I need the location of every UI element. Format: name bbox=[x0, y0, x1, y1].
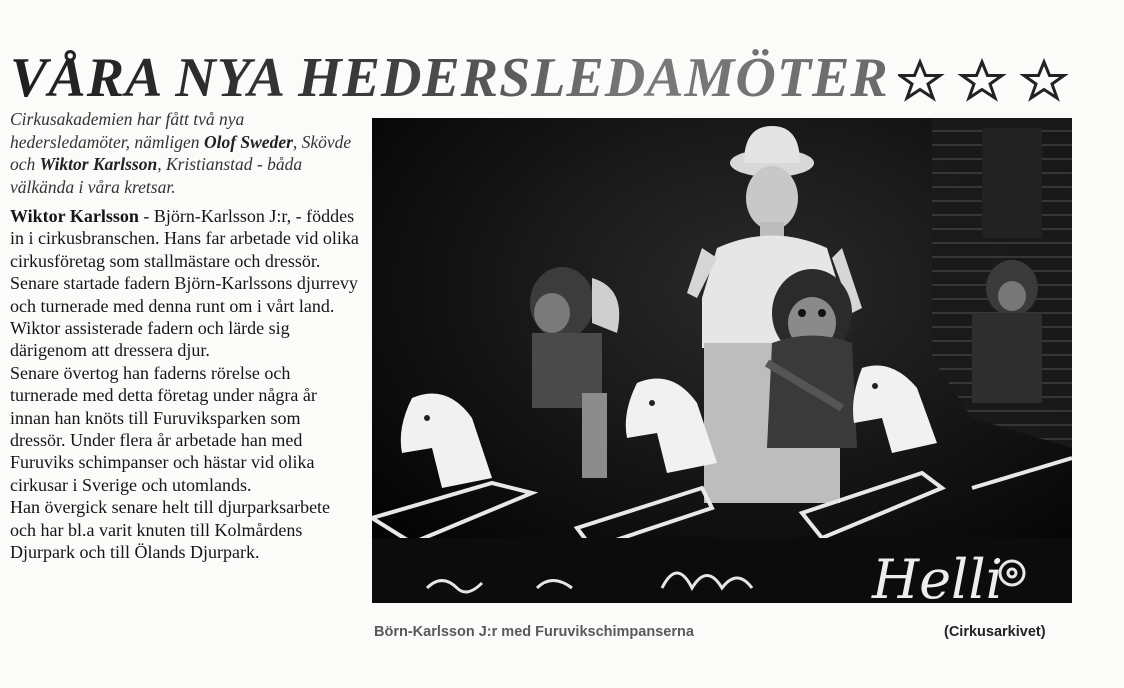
article-photo bbox=[372, 118, 1072, 603]
photo-credit: (Cirkusarkivet) bbox=[944, 624, 1046, 640]
circus-photo bbox=[372, 118, 1072, 603]
honorary-member-name: Olof Sweder bbox=[203, 131, 293, 152]
article-intro bbox=[10, 108, 360, 198]
honorary-member-name: Wiktor Karlsson bbox=[39, 154, 158, 174]
article-headline: VÅRA NYA HEDERSLEDAMÖTER bbox=[10, 47, 889, 109]
star-outline-icon bbox=[1024, 62, 1064, 98]
photo-caption: Börn-Karlsson J:r med Furuvikschimpanserna bbox=[374, 624, 694, 640]
chimpanzee-center bbox=[767, 269, 857, 448]
star-outline-icon bbox=[900, 62, 940, 98]
sign-text: Helli bbox=[872, 548, 1003, 603]
intro-text: , Kristianstad - båda välkända i våra kretsar. bbox=[10, 154, 303, 197]
intro-text: , Skövde och bbox=[10, 131, 352, 174]
intro-text: Cirkusakademien har fått två nya hedersledamöter, nämligen bbox=[10, 109, 245, 152]
paragraph-text: - Björn-Karlsson J:r, - föddes in i cirkusbranschen. Hans far arbetade vid olika cirkusföretag som stallmästare och dressör. Senare startade fadern Björn-Karlssons djurrevy och turnerade med denna runt om i vårt land. Wiktor assisterade fadern och lärde sig därigenom att dressera djur. bbox=[10, 206, 359, 361]
body-paragraph: Senare övertog han faderns rörelse och turnerade med detta företag under några år innan han knöts till Furuviksparken som dressör. Under flera år arbetade han med Furuviks schimpanser och hästar vid olika cirkusar i Sverige och utomlands. bbox=[10, 362, 317, 495]
background-panel bbox=[982, 128, 1042, 238]
article-body bbox=[10, 205, 360, 564]
headline-stars bbox=[898, 58, 1073, 104]
lead-name: Wiktor Karlsson bbox=[10, 206, 139, 226]
star-outline-icon bbox=[962, 62, 1002, 98]
body-paragraph: Han övergick senare helt till djurparksarbete och har bl.a varit knuten till Kolmårdens Djurpark och till Ölands Djurpark. bbox=[10, 497, 331, 563]
body-paragraph bbox=[10, 205, 360, 362]
